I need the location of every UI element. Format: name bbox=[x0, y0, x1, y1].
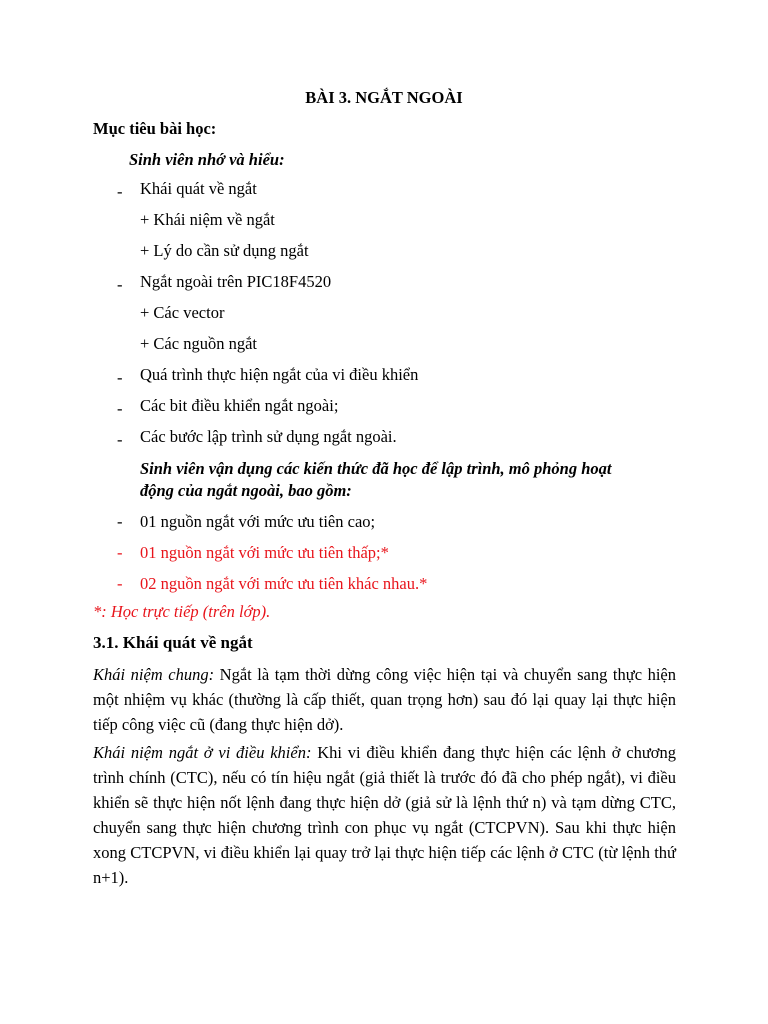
list-item: 01 nguồn ngắt với mức ưu tiên cao; bbox=[140, 512, 376, 531]
list-item: + Các nguồn ngắt bbox=[140, 334, 257, 353]
list-item: Các bước lập trình sử dụng ngắt ngoài. bbox=[140, 427, 397, 446]
list-item: Các bit điều khiển ngắt ngoài; bbox=[140, 396, 339, 415]
bullet-dash: - bbox=[117, 574, 123, 593]
paragraph-body: Khi vi điều khiển đang thực hiện các lệnh ở chương trình chính (CTC), nếu có tín hiệu ngắt (giả thiết là trước đó đã cho phép ngắt), vi điều khiển sẽ thực hiện nốt lệnh đang thực hiện dở (giả sử là lệnh thứ n) và tạm dừng CTC, chuyển sang thực hiện chương trình con phục vụ ngắt (CTCPVN). Sau khi thực hiện xong CTCPVN, vi điều khiển lại quay trở lại thực hiện tiếp các lệnh ở CTC (từ lệnh thứ n+1). bbox=[93, 743, 676, 887]
list-item-red: 01 nguồn ngắt với mức ưu tiên thấp;* bbox=[140, 543, 389, 562]
section-heading: 3.1. Khái quát về ngắt bbox=[93, 633, 253, 652]
bullet-dash: - bbox=[117, 182, 123, 201]
bullet-dash: - bbox=[117, 430, 123, 449]
apply-heading-line1: Sinh viên vận dụng các kiến thức đã học để lập trình, mô phỏng hoạt bbox=[140, 459, 612, 478]
page-title: BÀI 3. NGẮT NGOÀI bbox=[305, 88, 463, 107]
know-heading: Sinh viên nhớ và hiểu: bbox=[129, 150, 285, 169]
paragraph-label: Khái niệm ngắt ở vi điều khiển: bbox=[93, 743, 312, 762]
list-item: + Lý do cần sử dụng ngắt bbox=[140, 241, 309, 260]
bullet-dash: - bbox=[117, 399, 123, 418]
paragraph-general-concept bbox=[93, 662, 676, 737]
list-item: Quá trình thực hiện ngắt của vi điều khiển bbox=[140, 365, 419, 384]
list-item: + Các vector bbox=[140, 303, 225, 322]
paragraph-label: Khái niệm chung: bbox=[93, 665, 215, 684]
bullet-dash: - bbox=[117, 368, 123, 387]
list-item: Khái quát về ngắt bbox=[140, 179, 257, 198]
list-item: Ngắt ngoài trên PIC18F4520 bbox=[140, 272, 332, 291]
bullet-dash: - bbox=[117, 275, 123, 294]
list-item-red: 02 nguồn ngắt với mức ưu tiên khác nhau.* bbox=[140, 574, 428, 593]
paragraph-body: Ngắt là tạm thời dừng công việc hiện tại và chuyển sang thực hiện một nhiệm vụ khác (thường là cấp thiết, quan trọng hơn) sau đó lại quay lại thực hiện tiếp công việc cũ (đang thực hiện dở). bbox=[93, 665, 676, 734]
bullet-dash: - bbox=[117, 543, 123, 562]
paragraph-mcu-interrupt bbox=[93, 740, 676, 890]
apply-heading-line2: động của ngắt ngoài, bao gồm: bbox=[140, 481, 352, 500]
bullet-dash: - bbox=[117, 512, 123, 531]
objectives-heading: Mục tiêu bài học: bbox=[93, 119, 217, 138]
list-item: + Khái niệm về ngắt bbox=[140, 210, 275, 229]
note-text: *: Học trực tiếp (trên lớp). bbox=[93, 602, 271, 621]
